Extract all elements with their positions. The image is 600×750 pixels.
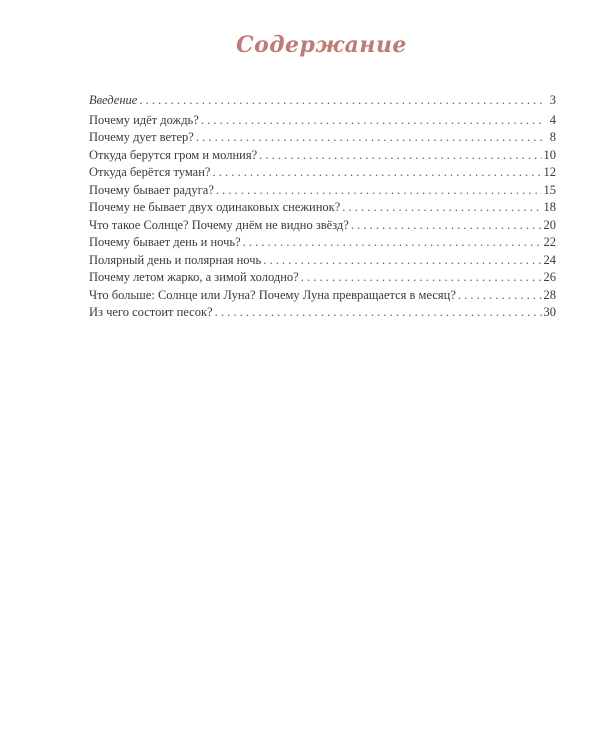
toc-entry-label: Почему дует ветер? — [89, 130, 194, 144]
toc-title: Содержание — [236, 32, 407, 58]
dot-leader — [263, 252, 541, 270]
dot-leader — [301, 269, 542, 287]
toc-entry-page: 28 — [543, 287, 556, 302]
toc-entry-wind[interactable] — [89, 129, 556, 147]
toc-entry-page: 26 — [543, 270, 556, 284]
dot-leader — [243, 234, 542, 252]
toc-entry-polar[interactable] — [89, 252, 556, 270]
dot-leader — [196, 129, 542, 147]
toc-entry-page: 8 — [549, 130, 556, 144]
dot-leader — [342, 199, 541, 217]
toc-entry-page: 15 — [543, 182, 556, 197]
toc-entry-label: Откуда берутся гром и молния? — [89, 147, 258, 162]
toc-entry-page: 10 — [543, 147, 556, 162]
toc-entry-page: 18 — [543, 200, 556, 214]
dot-leader — [201, 112, 542, 130]
dot-leader — [259, 147, 541, 165]
toc-entry-page: 24 — [543, 252, 556, 267]
toc-entry-page: 12 — [543, 165, 556, 179]
toc-entry-page: 4 — [549, 112, 556, 127]
dot-leader — [139, 92, 542, 110]
dot-leader — [215, 304, 542, 322]
toc-entry-sun[interactable] — [89, 217, 556, 235]
toc-entry-rain[interactable] — [89, 112, 556, 130]
toc-entry-fog[interactable] — [89, 164, 556, 182]
table-of-contents — [89, 92, 556, 322]
toc-entry-sun-moon[interactable] — [89, 287, 556, 305]
toc-entry-day-night[interactable] — [89, 234, 556, 252]
toc-entry-label: Что такое Солнце? Почему днём не видно звёзд? — [89, 217, 349, 232]
toc-entry-seasons[interactable] — [89, 269, 556, 287]
dot-leader — [458, 287, 542, 305]
toc-entry-sand[interactable] — [89, 304, 556, 322]
toc-entry-label: Что больше: Солнце или Луна? Почему Луна превращается в месяц? — [89, 287, 456, 302]
toc-entry-label: Почему бывает день и ночь? — [89, 235, 241, 249]
toc-entry-introduction[interactable] — [89, 92, 556, 110]
dot-leader — [212, 164, 541, 182]
toc-entry-label: Введение — [89, 93, 138, 107]
toc-entry-page: 30 — [543, 305, 556, 319]
toc-entry-page: 20 — [543, 217, 556, 232]
toc-entry-label: Из чего состоит песок? — [89, 305, 213, 319]
toc-entry-thunder[interactable] — [89, 147, 556, 165]
toc-entry-label: Полярный день и полярная ночь — [89, 252, 262, 267]
toc-entry-snowflakes[interactable] — [89, 199, 556, 217]
toc-entry-label: Почему идёт дождь? — [89, 112, 199, 127]
toc-entry-label: Почему летом жарко, а зимой холодно? — [89, 270, 299, 284]
dot-leader — [351, 217, 542, 235]
toc-entry-label: Почему бывает радуга? — [89, 182, 214, 197]
dot-leader — [216, 182, 542, 200]
toc-entry-page: 22 — [543, 235, 556, 249]
toc-entry-rainbow[interactable] — [89, 182, 556, 200]
toc-entry-page: 3 — [549, 93, 556, 107]
toc-entry-label: Откуда берётся туман? — [89, 165, 211, 179]
toc-entry-label: Почему не бывает двух одинаковых снежинок? — [89, 200, 341, 214]
